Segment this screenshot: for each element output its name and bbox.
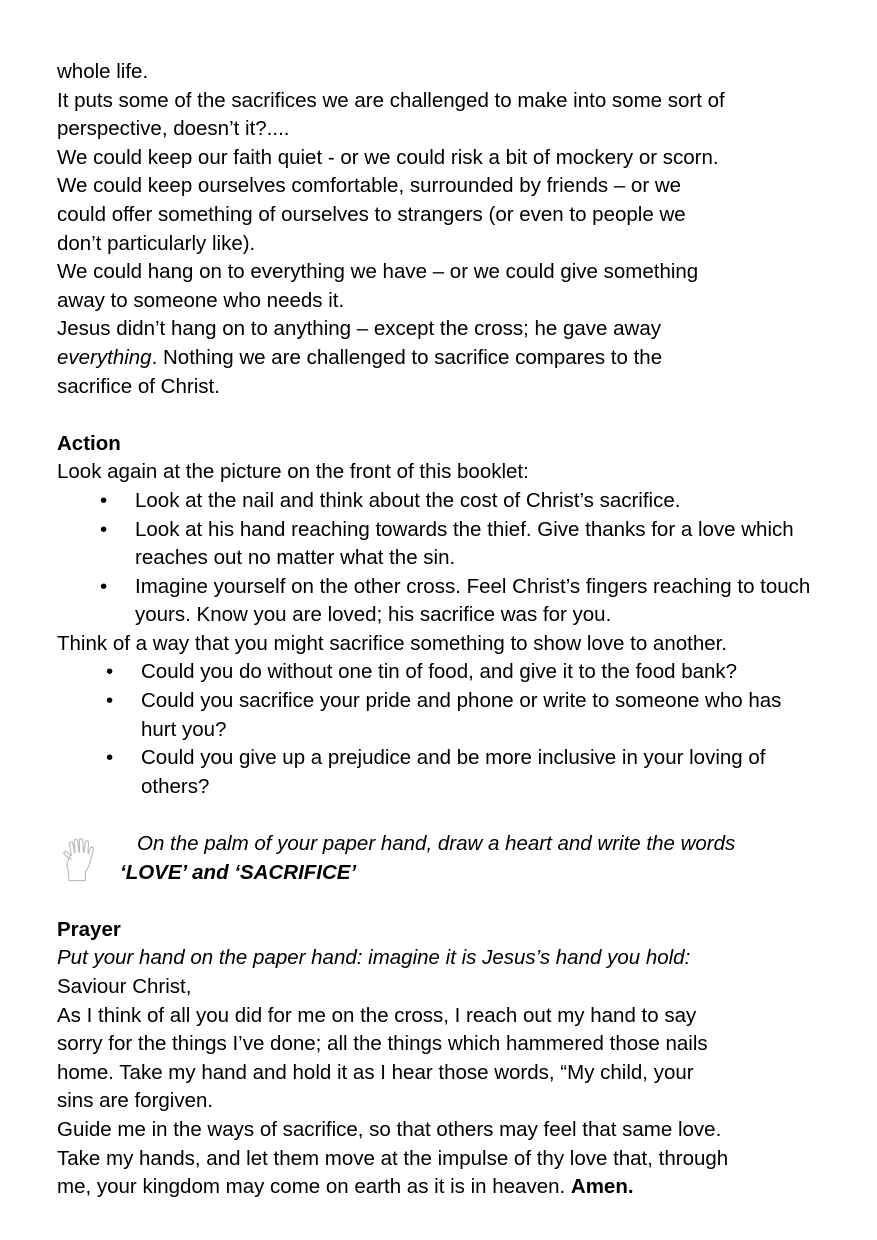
prayer-instruction: Put your hand on the paper hand: imagine it is Jesus’s hand you hold: xyxy=(57,946,691,970)
callout-line-2: ‘LOVE’ and ‘SACRIFICE’ xyxy=(120,860,357,884)
section-heading-action: Action xyxy=(57,431,121,455)
paragraph-line: We could keep ourselves comfortable, surrounded by friends – or we xyxy=(57,174,682,198)
bullet-dot-icon: • xyxy=(106,660,114,684)
paragraph-line-remainder: . Nothing we are challenged to sacrifice compares to the xyxy=(151,345,663,369)
document-body xyxy=(57,58,820,1202)
list-item xyxy=(57,573,820,630)
paragraph-line-emphasis xyxy=(57,344,820,373)
paragraph-line: It puts some of the sacrifices we are challenged to make into some sort of xyxy=(57,88,725,112)
paragraph-spacer xyxy=(57,401,820,430)
open-hand-outline-icon xyxy=(58,832,102,884)
callout-spacer xyxy=(57,801,820,830)
paragraph-line: away to someone who needs it. xyxy=(57,288,345,312)
list-item-label: Could you give up a prejudice and be more inclusive in your loving of others? xyxy=(141,746,766,798)
paragraph-line: We could keep our faith quiet - or we could risk a bit of mockery or scorn. xyxy=(57,145,719,169)
action-lead-in: Look again at the picture on the front of this booklet: xyxy=(57,460,529,484)
paragraph-line: whole life. xyxy=(57,60,149,83)
action-bullet-list xyxy=(57,487,820,630)
paragraph-line: Jesus didn’t hang on to anything – except the cross; he gave away xyxy=(57,317,661,341)
paragraph-line: could offer something of ourselves to strangers (or even to people we xyxy=(57,202,686,226)
paragraph-line: Saviour Christ, xyxy=(57,975,192,998)
emphasis-everything: everything xyxy=(57,345,152,369)
section-heading-prayer: Prayer xyxy=(57,917,121,941)
callout-line-1: On the palm of your paper hand, draw a heart and write the words xyxy=(137,832,736,856)
list-item-label: Look at his hand reaching towards the thief. Give thanks for a love which reaches out no matter what the sin. xyxy=(135,517,794,570)
list-item-label: Look at the nail and think about the cost of Christ’s sacrifice. xyxy=(135,488,681,512)
action-second-lead-in: Think of a way that you might sacrifice something to show love to another. xyxy=(57,631,728,655)
list-item-label: Could you sacrifice your pride and phone or write to someone who has hurt you? xyxy=(141,689,782,741)
list-item-label: Could you do without one tin of food, and give it to the food bank? xyxy=(141,660,738,684)
bullet-dot-icon: • xyxy=(106,746,114,770)
paragraph-line: Take my hands, and let them move at the impulse of thy love that, through xyxy=(57,1146,729,1170)
prayer-body xyxy=(57,973,820,1202)
paragraph-line: home. Take my hand and hold it as I hear those words, “My child, your xyxy=(57,1060,694,1084)
intro-paragraph xyxy=(57,58,820,401)
list-item xyxy=(57,516,820,573)
prayer-spacer xyxy=(57,887,820,916)
prayer-final-line-text: me, your kingdom may come on earth as it is in heaven. xyxy=(57,1175,571,1199)
list-item xyxy=(57,658,820,687)
bullet-dot-icon: • xyxy=(100,488,108,512)
list-item xyxy=(57,744,820,801)
list-item xyxy=(57,687,820,744)
list-item-label: Imagine yourself on the other cross. Feel Christ’s fingers reaching to touch yours. Know you are loved; his sacrifice was for you. xyxy=(135,574,811,627)
paragraph-line: perspective, doesn’t it?.... xyxy=(57,117,290,141)
paragraph-line: We could hang on to everything we have – or we could give something xyxy=(57,260,699,284)
list-item xyxy=(57,487,820,516)
hand-callout-block xyxy=(57,830,820,887)
paragraph-line: Guide me in the ways of sacrifice, so that others may feel that same love. xyxy=(57,1117,722,1141)
amen-text: Amen. xyxy=(570,1175,634,1199)
action-second-bullet-list xyxy=(57,658,820,801)
paragraph-line: sacrifice of Christ. xyxy=(57,374,220,398)
paragraph-line: sins are forgiven. xyxy=(57,1089,214,1113)
bullet-dot-icon: • xyxy=(106,689,114,713)
prayer-final-line xyxy=(57,1173,820,1202)
bullet-dot-icon: • xyxy=(100,574,108,598)
paragraph-line: As I think of all you did for me on the cross, I reach out my hand to say xyxy=(57,1003,697,1027)
paragraph-line: don’t particularly like). xyxy=(57,231,256,255)
bullet-dot-icon: • xyxy=(100,517,108,541)
paragraph-line: sorry for the things I’ve done; all the things which hammered those nails xyxy=(57,1032,708,1056)
